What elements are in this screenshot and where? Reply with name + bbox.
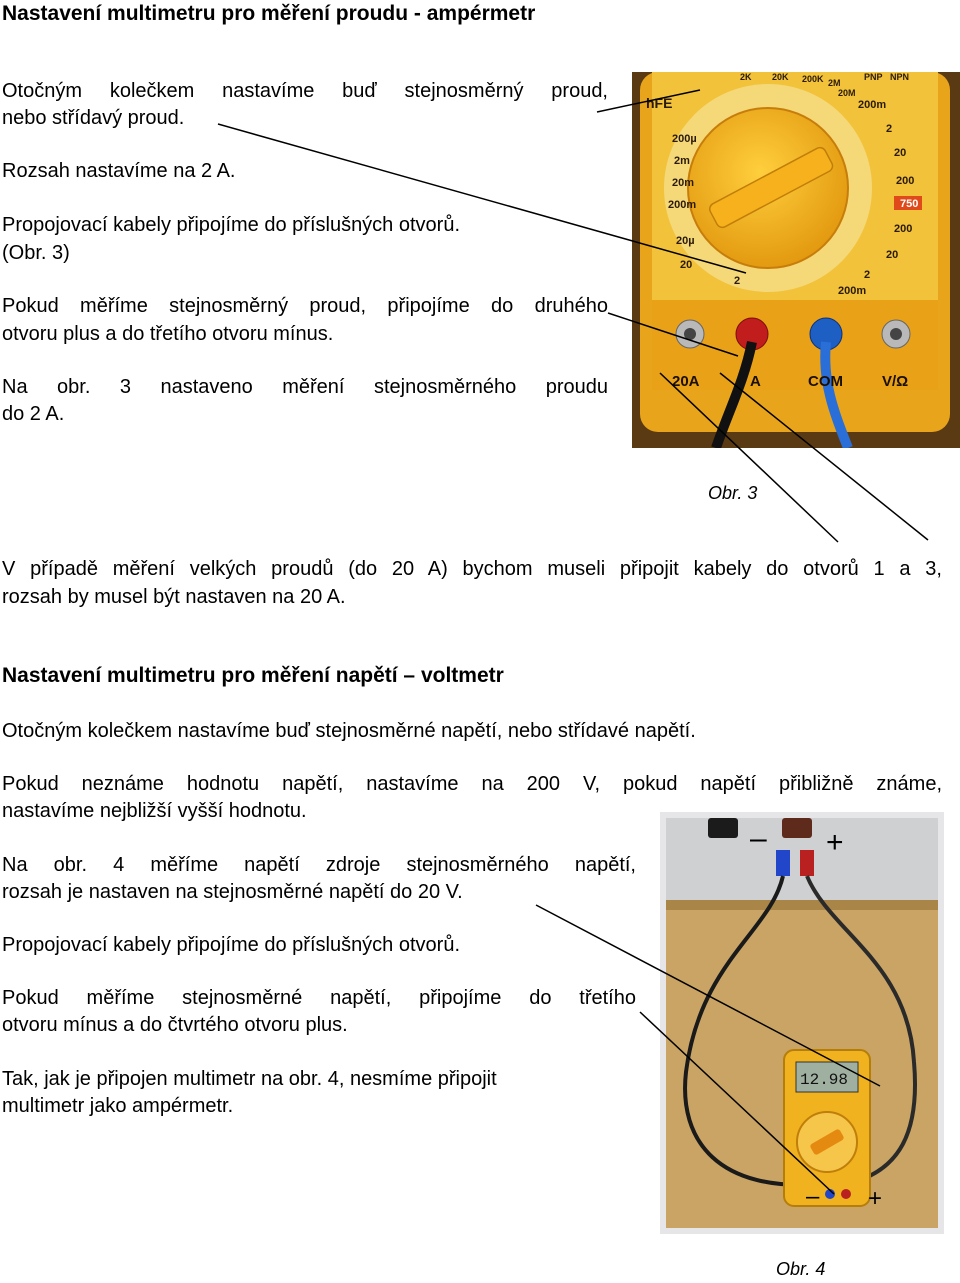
svg-text:20m: 20m <box>672 177 695 189</box>
svg-text:2: 2 <box>886 123 893 135</box>
para-3a: Propojovací kabely připojíme do příslušných otvorů. <box>2 214 461 236</box>
para-v3b: rozsah je nastaven na stejnosměrné napětí do 20 V. <box>2 881 463 903</box>
para-4b: otvoru plus a do třetího otvoru mínus. <box>2 323 334 345</box>
para-3b: (Obr. 3) <box>2 242 70 264</box>
para-v2b: nastavíme nejbližší vyšší hodnotu. <box>2 800 307 822</box>
svg-text:200m: 200m <box>668 199 697 211</box>
para-2: Rozsah nastavíme na 2 A. <box>2 160 236 182</box>
svg-text:COM: COM <box>808 373 843 390</box>
svg-text:+: + <box>868 1185 883 1212</box>
svg-text:2K: 2K <box>740 72 752 82</box>
svg-text:2m: 2m <box>674 155 690 167</box>
svg-text:200: 200 <box>896 175 915 187</box>
svg-text:+: + <box>826 826 844 859</box>
para-v4: Propojovací kabely připojíme do příslušných otvorů. <box>2 934 461 956</box>
para-6b: rozsah by musel být nastaven na 20 A. <box>2 586 346 608</box>
svg-text:200µ: 200µ <box>672 133 697 145</box>
svg-text:20: 20 <box>886 249 899 261</box>
figure-3-caption: Obr. 3 <box>708 483 758 503</box>
terminal-red <box>782 818 812 838</box>
svg-text:750: 750 <box>900 198 919 210</box>
svg-text:20A: 20A <box>672 373 700 390</box>
blue-plug-meter <box>825 1189 835 1199</box>
svg-text:2M: 2M <box>828 78 841 88</box>
svg-text:20K: 20K <box>772 72 789 82</box>
red-plug-meter <box>841 1189 851 1199</box>
svg-text:2: 2 <box>864 269 871 281</box>
heading-voltmeter: Nastavení multimetru pro měření napětí – voltmetr <box>2 664 504 687</box>
figure-4-voltage-photo <box>660 812 944 1234</box>
para-v5b: otvoru mínus a do čtvrtého otvoru plus. <box>2 1014 348 1036</box>
svg-text:200: 200 <box>894 223 913 235</box>
para-4a: Pokud měříme stejnosměrný proud, připojíme do druhého <box>2 295 608 317</box>
svg-text:A: A <box>750 373 761 390</box>
svg-text:200m: 200m <box>858 99 887 111</box>
terminal-black <box>708 818 738 838</box>
lcd-reading: 12.98 <box>800 1071 849 1089</box>
svg-text:–: – <box>750 822 767 855</box>
para-5a: Na obr. 3 nastaveno měření stejnosměrného proudu <box>2 376 608 398</box>
para-v5a: Pokud měříme stejnosměrné napětí, připojíme do třetího <box>2 987 636 1009</box>
para-v2a: Pokud neznáme hodnotu napětí, nastavíme na 200 V, pokud napětí přibližně známe, <box>2 773 942 795</box>
svg-text:20µ: 20µ <box>676 235 695 247</box>
svg-text:hFE: hFE <box>646 95 673 111</box>
svg-text:V/Ω: V/Ω <box>882 373 909 390</box>
para-v6a: Tak, jak je připojen multimetr na obr. 4, nesmíme připojit <box>2 1068 497 1090</box>
svg-text:PNP: PNP <box>864 72 883 82</box>
heading-ammeter: Nastavení multimetru pro měření proudu - ampérmetr <box>2 2 536 25</box>
figure-4-caption: Obr. 4 <box>776 1259 826 1279</box>
svg-text:200m: 200m <box>838 285 867 297</box>
para-5b: do 2 A. <box>2 403 65 425</box>
blue-plug-top <box>776 850 790 876</box>
para-6a: V případě měření velkých proudů (do 20 A) bychom museli připojit kabely do otvorů 1 a 3, <box>2 558 942 580</box>
svg-text:–: – <box>806 1183 820 1210</box>
para-v3a: Na obr. 4 měříme napětí zdroje stejnosměrného napětí, <box>2 854 636 876</box>
svg-text:20: 20 <box>680 259 693 271</box>
para-v1: Otočným kolečkem nastavíme buď stejnosměrné napětí, nebo střídavé napětí. <box>2 720 696 742</box>
figure-3-multimeter-photo <box>632 72 960 448</box>
para-1a: Otočným kolečkem nastavíme buď stejnosměrný proud, <box>2 80 608 102</box>
svg-text:200K: 200K <box>802 74 824 84</box>
red-plug-top <box>800 850 814 876</box>
para-v6b: multimetr jako ampérmetr. <box>2 1095 234 1117</box>
svg-text:20: 20 <box>894 147 907 159</box>
svg-text:20M: 20M <box>838 88 856 98</box>
svg-text:2: 2 <box>734 275 741 287</box>
svg-text:NPN: NPN <box>890 72 910 82</box>
para-1b: nebo střídavý proud. <box>2 107 185 129</box>
